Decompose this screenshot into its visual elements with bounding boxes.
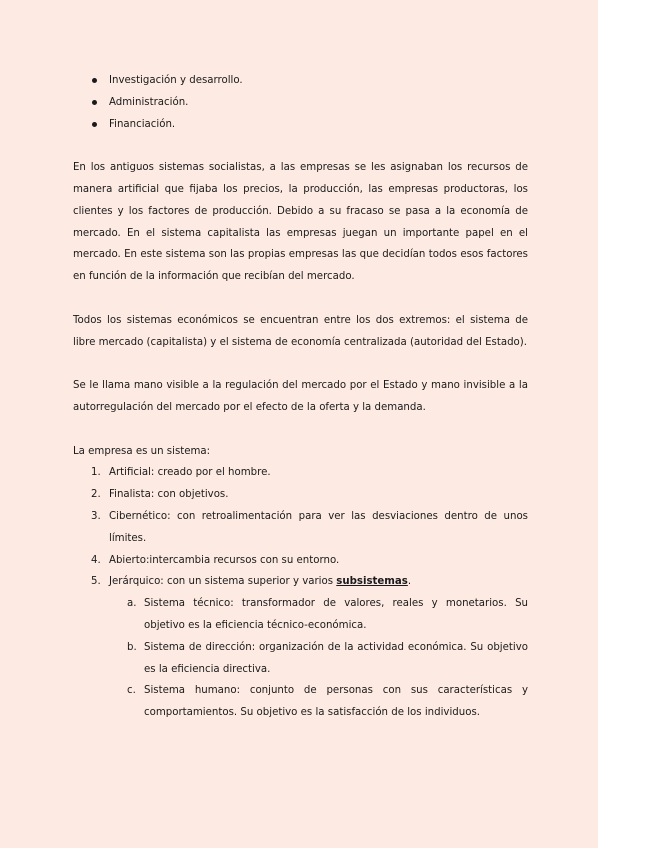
subsystem-list: [109, 593, 528, 724]
list-item: Investigación y desarrollo.: [109, 70, 528, 92]
paragraph-visible-hand: Se le llama mano visible a la regulación del mercado por el Estado y mano invisible a la autorregulación del mercado por el efecto de la oferta y la demanda.: [73, 380, 528, 413]
list-number: 5.: [91, 576, 101, 588]
list-item: [91, 462, 528, 484]
list-item-tail: .: [407, 576, 412, 588]
list-item: Financiación.: [109, 114, 528, 136]
list-item-text: Sistema humano: conjunto de personas con sus características y comportamientos. Su objetivo es la satisfacción de los individuos.: [144, 685, 528, 719]
list-item: [127, 680, 528, 724]
numbered-list: [73, 462, 528, 724]
list-item: [91, 484, 528, 506]
list-item: Administración.: [109, 92, 528, 114]
list-number: 2.: [91, 489, 101, 501]
list-letter: a.: [127, 598, 137, 610]
list-item-text: Finalista: con objetivos.: [109, 489, 229, 501]
paragraph-economic-systems: Todos los sistemas económicos se encuentran entre los dos extremos: el sistema de libre mercado (capitalista) y el sistema de economía centralizada (autoridad del Estado).: [73, 314, 528, 348]
list-number: 3.: [91, 510, 101, 522]
system-intro: La empresa es un sistema:: [73, 445, 211, 457]
paragraph-socialist-systems: En los antiguos sistemas socialistas, a las empresas se les asignaban los recursos de manera artificial que fijaba los precios, la producción, las empresas productoras, los clientes y los factores de producción. Debido a su fracaso se pasa a la economía de mercado. En el sistema capitalista las empresas juegan un importante papel en el mercado. En este sistema son las propias empresas las que decidían todos esos factores en función de la información que recibían del mercado.: [73, 162, 528, 283]
list-number: 4.: [91, 554, 101, 566]
list-item-text: Sistema de dirección: organización de la actividad económica. Su objetivo es la eficiencia directiva.: [144, 641, 528, 675]
list-item-text: Abierto:intercambia recursos con su entorno.: [109, 554, 340, 566]
list-item: [127, 637, 528, 681]
list-item: [91, 550, 528, 572]
document-content: [73, 70, 528, 724]
list-item-text: Cibernético: con retroalimentación para ver las desviaciones dentro de unos límites.: [109, 510, 528, 544]
list-item-text: Sistema técnico: transformador de valores, reales y monetarios. Su objetivo es la eficiencia técnico-económica.: [144, 598, 528, 631]
list-item: [91, 571, 528, 724]
list-item-text: Jerárquico: con un sistema superior y varios: [109, 576, 337, 588]
list-number: 1.: [91, 467, 101, 479]
bullet-list: [73, 70, 528, 135]
list-letter: b.: [127, 641, 137, 653]
list-letter: c.: [127, 685, 136, 697]
list-item-text: Artificial: creado por el hombre.: [109, 467, 271, 479]
list-item: [127, 593, 528, 637]
list-item: [91, 506, 528, 550]
emphasis-subsistemas: subsistemas: [336, 576, 408, 588]
